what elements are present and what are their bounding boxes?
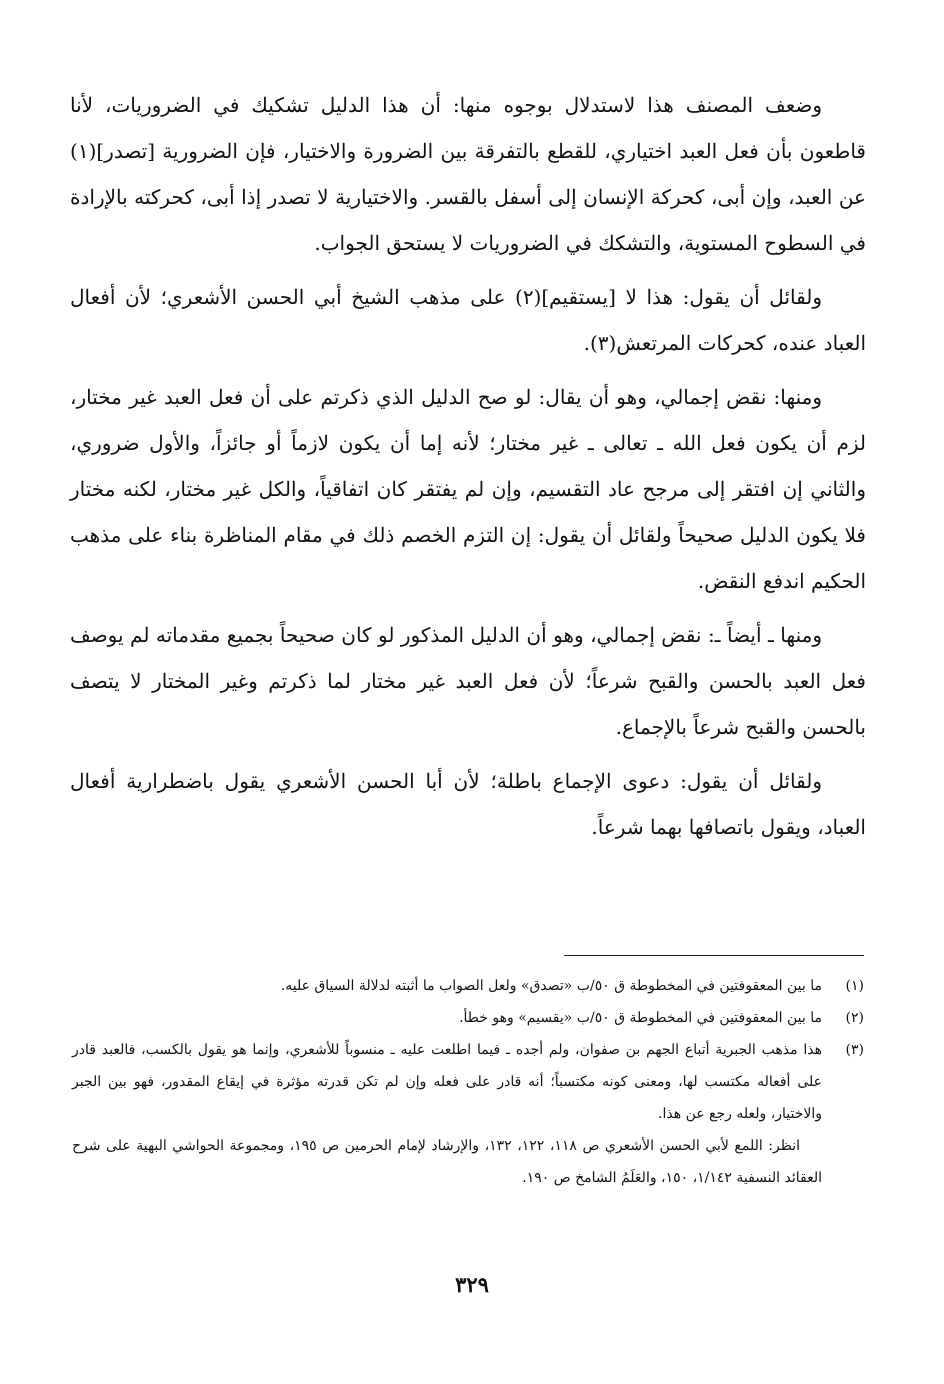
paragraph-1: وضعف المصنف هذا لاستدلال بوجوه منها: أن هذا الدليل تشكيك في الضروريات، لأنا قاطعون بأن فعل العبد اختياري، للقطع بالتفرقة بين الضرورة والاختيار، فإن الضرورية [تصدر](١) عن العبد، وإن أبى، كحركة الإنسان إلى أسفل بالقسر. والاختيارية لا تصدر إذا أبى، كحركته بالإرادة في السطوح المستوية، والتشكك في الضروريات لا يستحق الجواب. bbox=[70, 93, 866, 255]
paragraph-3: ومنها: نقض إجمالي، وهو أن يقال: لو صح الدليل الذي ذكرتم على أن فعل العبد غير مختار، لزم أن يكون فعل الله ـ تعالى ـ غير مختار؛ لأنه إما أن يكون لازماً أو جائزاً، والأول ضروري، والثاني إن افتقر إلى مرجح عاد التقسيم، وإن لم يفتقر كان اتفاقياً، والكل غير مختار، لكنه مختار فلا يكون الدليل صحيحاً ولقائل أن يقول: إن التزم الخصم ذلك في مقام المناظرة بناء على مذهب الحكيم اندفع النقض. bbox=[70, 385, 866, 593]
footnote-number: (٣) bbox=[845, 1042, 864, 1058]
footnote-number: (٢) bbox=[845, 1010, 864, 1026]
footnote-text: هذا مذهب الجبرية أتباع الجهم بن صفوان، ولم أجده ـ فيما اطلعت عليه ـ منسوباً للأشعري، وإنما هو يقول بالكسب، فالعبد قادر على أفعاله مكتسب لها، ومعنى كونه مكتسباً؛ أنه قادر على فعله وإن لم تكن قدرته مؤثرة في إيقاع المقدور، فهو بين الجبر والاختيار، ولعله رجع عن هذا. bbox=[72, 1042, 822, 1122]
footnote-2 bbox=[72, 1002, 864, 1034]
paragraph-4: ومنها ـ أيضاً ـ: نقض إجمالي، وهو أن الدليل المذكور لو كان صحيحاً بجميع مقدماته لم يوصف فعل العبد بالحسن والقبح شرعاً؛ لأن فعل العبد غير مختار لما ذكرتم وغير المختار لا يتصف بالحسن والقبح شرعاً بالإجماع. bbox=[70, 623, 866, 739]
footnote-body bbox=[72, 1034, 822, 1194]
footnote-3 bbox=[72, 1034, 864, 1194]
footnote-text: ما بين المعقوفتين في المخطوطة ق ٥٠/ب «تصدق» ولعل الصواب ما أثبته لدلالة السياق عليه. bbox=[280, 978, 822, 994]
main-text-block bbox=[70, 82, 866, 858]
paragraph-2: ولقائل أن يقول: هذا لا [يستقيم](٢) على مذهب الشيخ أبي الحسن الأشعري؛ لأن أفعال العباد عنده، كحركات المرتعش(٣). bbox=[70, 285, 866, 355]
footnotes-section bbox=[72, 970, 864, 1194]
page-number: ٣٢٩ bbox=[455, 1272, 489, 1297]
footnote-divider bbox=[564, 955, 864, 956]
footnote-text: ما بين المعقوفتين في المخطوطة ق ٥٠/ب «يقسيم» وهو خطأ. bbox=[459, 1010, 822, 1026]
footnote-body bbox=[72, 1002, 822, 1034]
footnote-references: انظر: اللمع لأبي الحسن الأشعري ص ١١٨، ١٢٢، ١٣٢، والإرشاد لإمام الحرمين ص ١٩٥، ومجموعة الحواشي البهية على شرح العقائد النسفية ١/١٤٢، ١٥٠، والعَلَمُ الشامخ ص ١٩٠. bbox=[72, 1138, 822, 1186]
body-text bbox=[70, 82, 866, 850]
paragraph-5: ولقائل أن يقول: دعوى الإجماع باطلة؛ لأن أبا الحسن الأشعري يقول باضطرارية أفعال العباد، ويقول باتصافها بهما شرعاً. bbox=[70, 769, 866, 839]
footnote-1 bbox=[72, 970, 864, 1002]
footnote-body bbox=[72, 970, 822, 1002]
footnote-number: (١) bbox=[845, 978, 864, 994]
